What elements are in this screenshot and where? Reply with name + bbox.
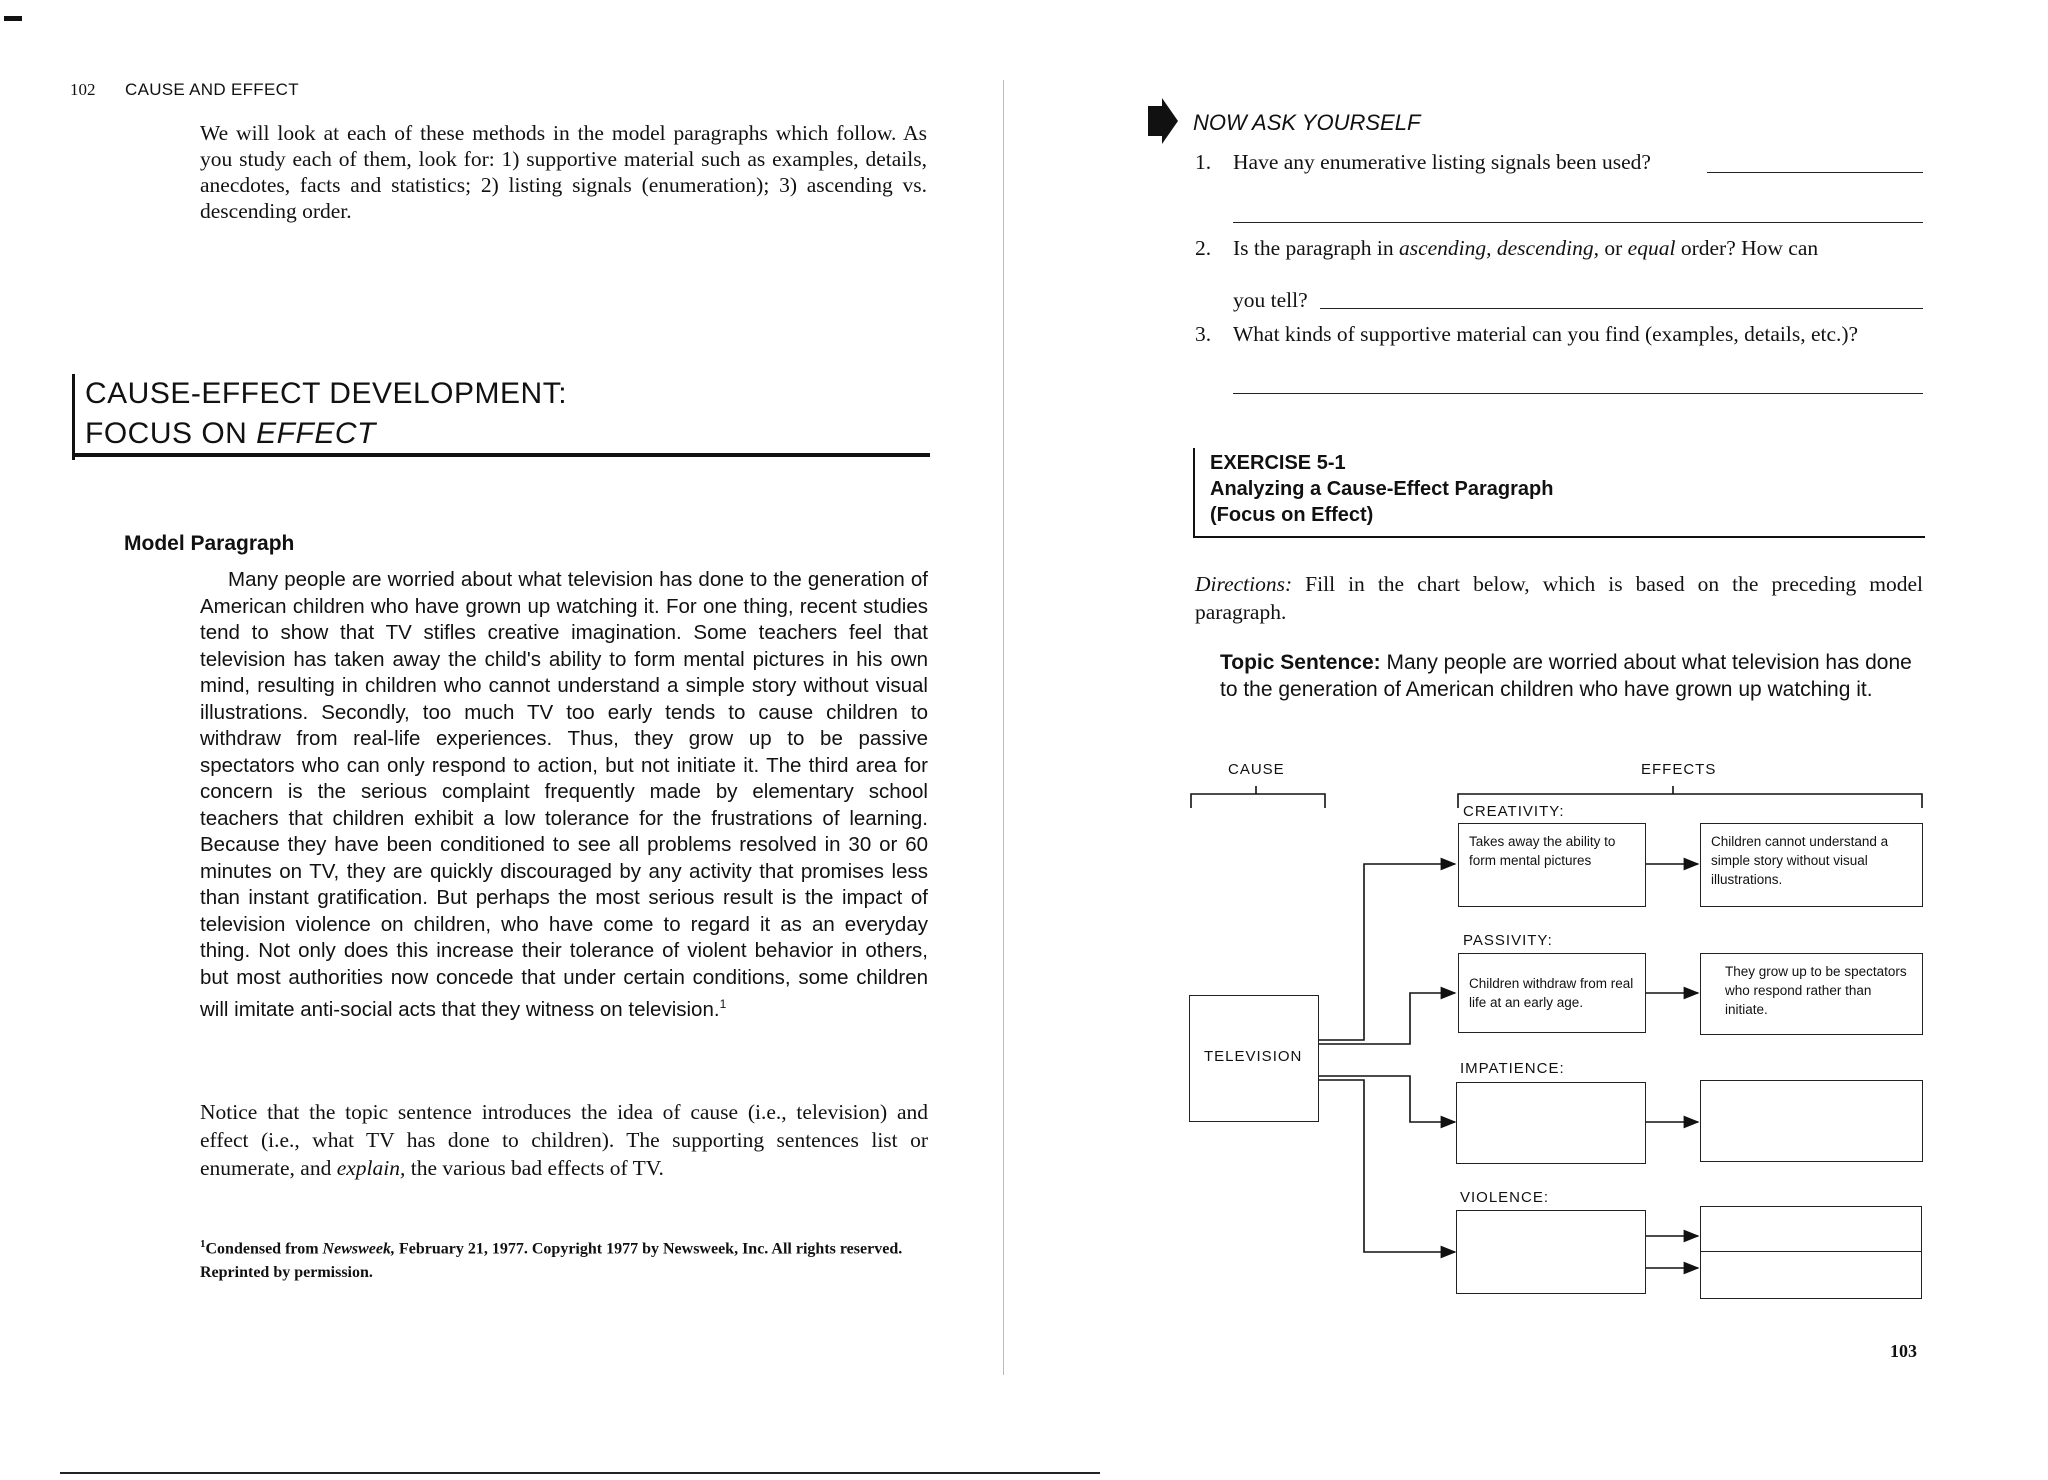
violence-first-effect-box[interactable]: [1456, 1210, 1646, 1294]
question-2: 2. Is the paragraph in ascending, descending, or equal order? How can: [1195, 236, 1819, 260]
question-2-continued: you tell?: [1233, 288, 1308, 312]
passivity-second-effect-box: They grow up to be spectators who respond rather than initiate.: [1700, 953, 1923, 1035]
category-label-creativity: CREATIVITY:: [1463, 803, 1565, 820]
category-label-violence: VIOLENCE:: [1460, 1189, 1550, 1206]
cause-box-television: TELEVISION: [1189, 995, 1319, 1122]
exercise-subtitle: (Focus on Effect): [1210, 504, 1374, 526]
directions-label: Directions:: [1195, 572, 1293, 596]
intro-text: We will look at each of these methods in the model paragraphs which follow. As you study each of them, look for: 1) supportive material such as examples, details, anecdotes, facts and statistics; 2) listing signals (enumeration); 3) ascending vs. descending order.: [200, 121, 927, 223]
impatience-first-effect-box[interactable]: [1456, 1082, 1646, 1164]
exercise-number: EXERCISE 5-1: [1210, 452, 1346, 474]
topic-sentence: Topic Sentence: Many people are worried about what television has done to the generation of American children who have grown up watching it.: [1220, 651, 1912, 701]
section-heading-line-1: CAUSE-EFFECT DEVELOPMENT:: [85, 377, 568, 410]
running-head: CAUSE AND EFFECT: [125, 80, 299, 99]
model-heading: Model Paragraph: [124, 532, 295, 555]
effects-header: EFFECTS: [1641, 761, 1717, 778]
ask-heading: NOW ASK YOURSELF: [1193, 110, 1421, 135]
topic-label: Topic Sentence:: [1220, 651, 1381, 674]
question-1: 1. Have any enumerative listing signals been used?: [1195, 150, 1651, 174]
creativity-first-effect-box: Takes away the ability to form mental pictures: [1458, 823, 1646, 907]
left-page-number: 102: [70, 80, 96, 99]
passivity-first-effect-box: Children withdraw from real life at an early age.: [1458, 953, 1646, 1033]
cause-header: CAUSE: [1228, 761, 1285, 778]
right-page-number: 103: [1890, 1341, 1917, 1361]
directions: Directions: Fill in the chart below, which is based on the preceding model paragraph.: [1195, 572, 1923, 624]
footnote-reference: 1: [719, 997, 727, 1011]
violence-second-effect-box-a[interactable]: [1700, 1206, 1922, 1252]
impatience-second-effect-box[interactable]: [1700, 1080, 1923, 1162]
footnote: $^1$Condensed from Newsweek, February 21, 1977. Copyright 1977 by Newsweek, Inc. All rights reserved. Reprinted by permission.: [200, 1238, 903, 1282]
notice-paragraph: Notice that the topic sentence introduces the idea of cause (i.e., television) and effect (i.e., what TV has done to children). The supporting sentences list or enumerate, and explain, the various bad effects of TV.: [200, 1100, 928, 1180]
exercise-title: Analyzing a Cause-Effect Paragraph: [1210, 478, 1554, 500]
model-paragraph-text: Many people are worried about what television has done to the generation of American children who have grown up watching it. For one thing, recent studies tend to show that TV stifles creative imagination. Some teachers feel that television has taken away the child's ability to form mental pictures in his own mind, resulting in children who cannot understand a simple story without visual illustrations. Secondly, too much TV too early tends to cause children to withdraw from real-life experiences. Thus, they grow up to be passive spectators who can only respond to action, but not initiate it. The third area for concern is the serious complaint frequently made by elementary school teachers that children exhibit a low tolerance for the frustrations of learning. Because they have been conditioned to see all problems resolved in 30 or 60 minutes on TV, they are quickly discouraged by any activity that promises less than instant gratification. But perhaps the most serious result is the impact of television violence on children, who have come to regard it as an everyday thing. Not only does this increase their tolerance of violent behavior in others, but most authorities now concede that under certain conditions, some children will imitate anti-social acts that they witness on television.: [200, 568, 928, 1021]
section-heading-line-2: FOCUS ON EFFECT: [85, 417, 376, 450]
category-label-impatience: IMPATIENCE:: [1460, 1060, 1565, 1077]
creativity-second-effect-box: Children cannot understand a simple story without visual illustrations.: [1700, 823, 1923, 907]
footnote-marker: 1: [200, 1238, 206, 1250]
violence-second-effect-box-b[interactable]: [1700, 1251, 1922, 1299]
category-label-passivity: PASSIVITY:: [1463, 932, 1553, 949]
question-3: 3. What kinds of supportive material can you find (examples, details, etc.)?: [1195, 322, 1859, 346]
